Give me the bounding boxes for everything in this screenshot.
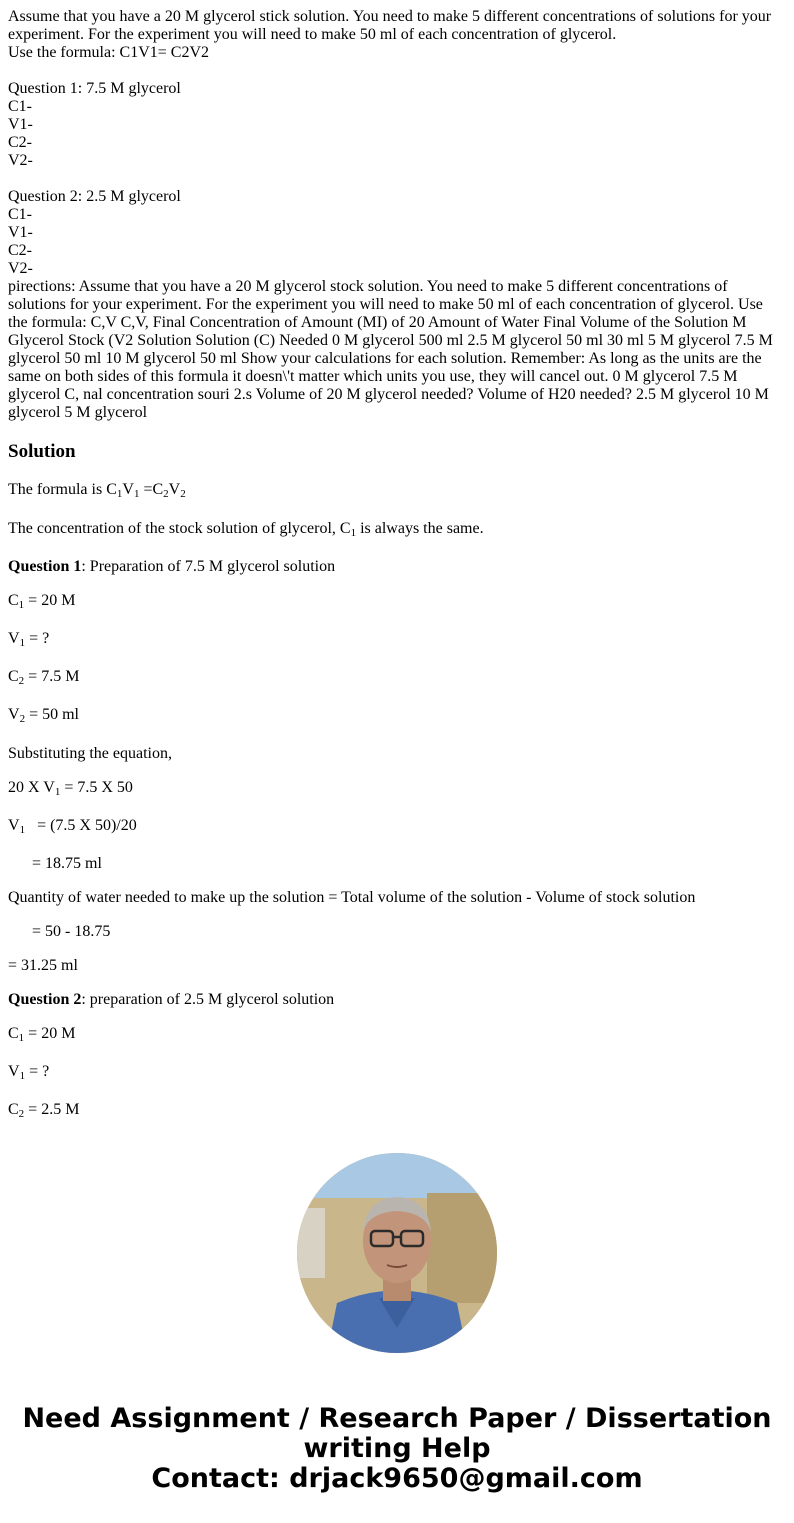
directions-line: pirections: Assume that you have a 20 M glycerol stock solution. You need to make 5 different concentrations of bbox=[8, 278, 728, 295]
directions-line: glycerol 5 M glycerol bbox=[8, 404, 148, 421]
intro-line: experiment. For the experiment you will need to make 50 ml of each concentration of glycerol. bbox=[8, 26, 617, 43]
solution-heading: Solution bbox=[8, 441, 76, 462]
q1-c1: $C_1 = 20$ M bbox=[8, 592, 76, 611]
solution-question-2-heading: Question 2: preparation of 2.5 M glycerol solution bbox=[8, 991, 335, 1008]
directions-line: solutions for your experiment. For the experiment you will need to make 50 ml of each concentration of glycerol. Use bbox=[8, 296, 763, 313]
q2-c2-label: C2- bbox=[8, 242, 32, 259]
directions-line: same on both sides of this formula it doesn\'t matter which units you use, they will cancel out. 0 M glycerol 7.5 M bbox=[8, 368, 738, 385]
footer-line-1: Need Assignment / Research Paper / Dissertation bbox=[22, 1403, 772, 1434]
intro-line: Assume that you have a 20 M glycerol stick solution. You need to make 5 different concentrations of solutions for your bbox=[8, 8, 772, 25]
directions-line: glycerol 50 ml 10 M glycerol 50 ml Show your calculations for each solution. Remember: As long as the units are the bbox=[8, 350, 762, 367]
portrait-image bbox=[297, 1153, 497, 1353]
q1-v2: $V_2 = 50$ ml bbox=[8, 706, 79, 725]
water-quantity-text: Quantity of water needed to make up the solution = Total volume of the solution - Volume of stock solution bbox=[8, 889, 696, 906]
author-avatar bbox=[297, 1153, 497, 1353]
q1-v2-label: V2- bbox=[8, 152, 33, 169]
q1-c2-label: C2- bbox=[8, 134, 32, 151]
q2-c1: $C_1 = 20$ M bbox=[8, 1025, 76, 1044]
q2-c2: $C_2 = 2.5$ M bbox=[8, 1101, 80, 1120]
directions-line: the formula: C,V C,V, Final Concentration of Amount (MI) of 20 Amount of Water Final Volume of the Solution M bbox=[8, 314, 747, 331]
q1-c1-label: C1- bbox=[8, 98, 32, 115]
footer-contact bbox=[0, 1404, 794, 1494]
q2-v2-label: V2- bbox=[8, 260, 33, 277]
equation-line: 20 X $V_1 = 7.5$ X 50 bbox=[8, 779, 133, 798]
q1-c2: $C_2 = 7.5$ M bbox=[8, 668, 80, 687]
question-text bbox=[8, 8, 786, 422]
q2-v1-label: V1- bbox=[8, 224, 33, 241]
water-result: = 31.25 ml bbox=[8, 957, 78, 974]
v1-calculation: $V_1 = (7.5$ X 50)/20 bbox=[8, 817, 137, 836]
footer-line-2: writing Help bbox=[303, 1433, 491, 1464]
q1-v1-label: V1- bbox=[8, 116, 33, 133]
q1-v1: $V_1$ = ? bbox=[8, 630, 50, 649]
q2-c1-label: C1- bbox=[8, 206, 32, 223]
water-calculation: = 50 - 18.75 bbox=[32, 923, 111, 940]
stock-concentration-note: The concentration of the stock solution of glycerol, $C_1$ is always the same. bbox=[8, 520, 484, 539]
formula-statement: The formula is $C_1V_1 =C_2V_2$ bbox=[8, 481, 186, 500]
substituting-text: Substituting the equation, bbox=[8, 745, 172, 762]
question-2-title: Question 2: 2.5 M glycerol bbox=[8, 188, 181, 205]
v1-result: = 18.75 ml bbox=[32, 855, 102, 872]
q2-v1: $V_1$ = ? bbox=[8, 1063, 50, 1082]
formula-line: Use the formula: C1V1= C2V2 bbox=[8, 44, 209, 61]
solution-question-1-heading: Question 1: Preparation of 7.5 M glycerol solution bbox=[8, 558, 336, 575]
footer-contact-email: Contact: drjack9650@gmail.com bbox=[151, 1463, 643, 1494]
directions-line: glycerol C, nal concentration souri 2.s Volume of 20 M glycerol needed? Volume of H20 needed? 2.5 M glycerol 10 M bbox=[8, 386, 769, 403]
directions-line: Glycerol Stock (V2 Solution Solution (C) Needed 0 M glycerol 500 ml 2.5 M glycerol 50 ml 30 ml 5 M glycerol 7.5 M bbox=[8, 332, 773, 349]
question-1-title: Question 1: 7.5 M glycerol bbox=[8, 80, 181, 97]
